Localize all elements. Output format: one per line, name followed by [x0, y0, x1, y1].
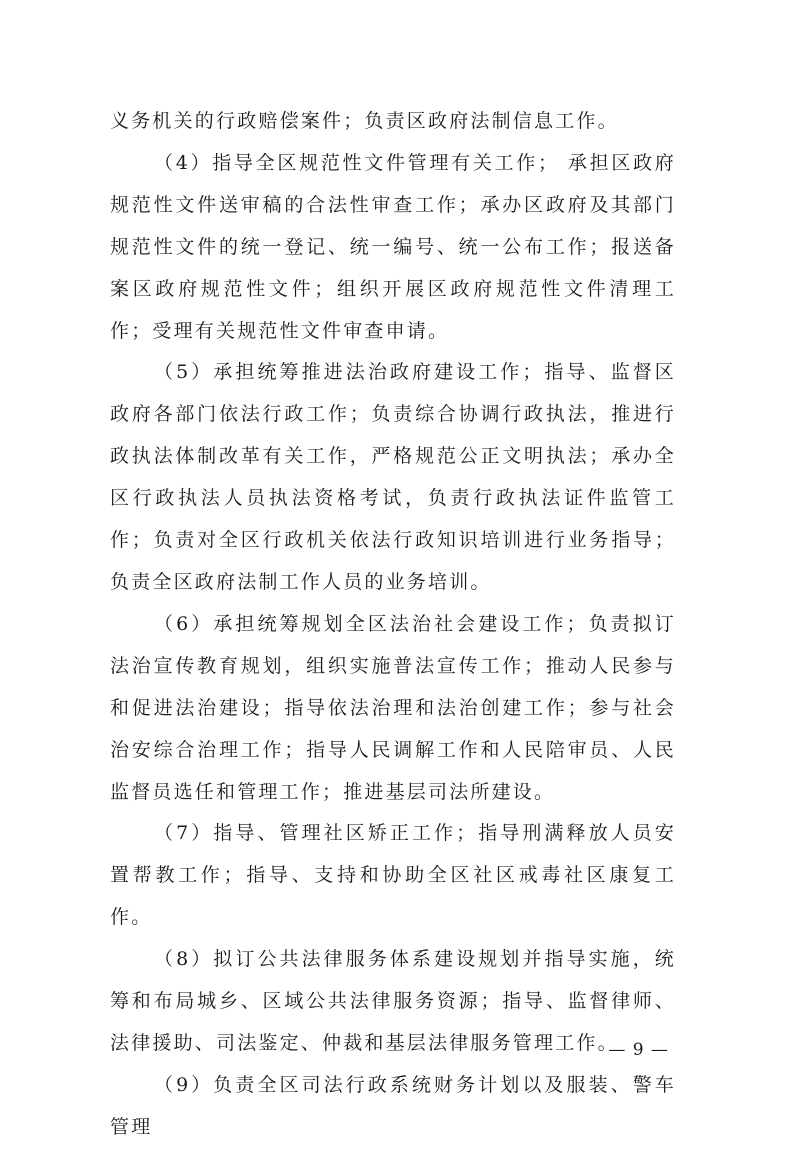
body-text	[110, 101, 676, 1149]
page-number: — 9 —	[608, 1040, 669, 1060]
paragraph-item-4: （4）指导全区规范性文件管理有关工作； 承担区政府规范性文件送审稿的合法性审查工作；承办区政府及其部门规范性文件的统一登记、统一编号、统一公布工作；报送备案区政府规范性文件；组织开展区政府规范性文件清理工作；受理有关规范性文件审查申请。	[110, 151, 676, 342]
paragraph-item-9: （9）负责全区司法行政系统财务计划以及服装、警车管理	[110, 1073, 676, 1138]
paragraph-item-6: （6）承担统筹规划全区法治社会建设工作；负责拟订法治宣传教育规划，组织实施普法宣传工作；推动人民参与和促进法治建设；指导依法治理和法治创建工作；参与社会治安综合治理工作；指导人民调解工作和人民陪审员、人民监督员选任和管理工作；推进基层司法所建设。	[110, 612, 676, 803]
paragraph-continuation: 义务机关的行政赔偿案件；负责区政府法制信息工作。	[110, 110, 619, 132]
paragraph-item-7: （7）指导、管理社区矫正工作；指导刑满释放人员安置帮教工作；指导、支持和协助全区社区戒毒社区康复工作。	[110, 822, 676, 929]
paragraph-item-5: （5）承担统筹推进法治政府建设工作；指导、监督区政府各部门依法行政工作；负责综合协调行政执法，推进行政执法体制改革有关工作，严格规范公正文明执法；承办全区行政执法人员执法资格考试，负责行政执法证件监管工作；负责对全区行政机关依法行政知识培训进行业务指导；负责全区政府法制工作人员的业务培训。	[110, 361, 676, 593]
paragraph-item-8: （8）拟订公共法律服务体系建设规划并指导实施，统筹和布局城乡、区域公共法律服务资源；指导、监督律师、法律援助、司法鉴定、仲裁和基层法律服务管理工作。	[110, 948, 676, 1054]
